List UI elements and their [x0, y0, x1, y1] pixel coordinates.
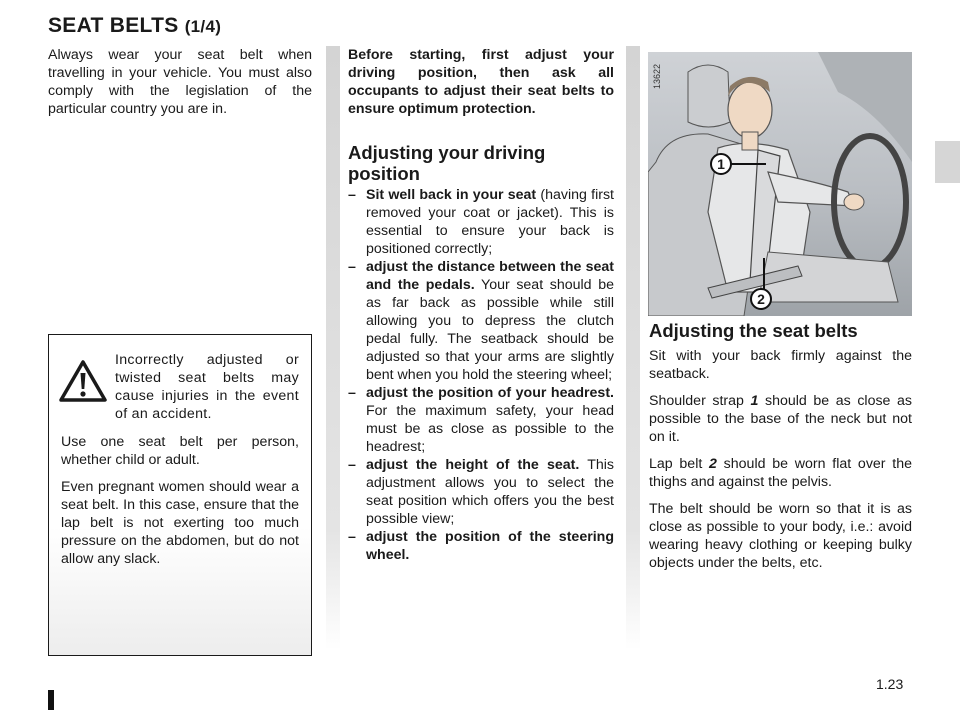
warning-box [48, 334, 312, 656]
ref-number: 2 [709, 456, 717, 472]
intro-bold-paragraph: Before starting, first adjust your driving position, then ask all occupants to adjust their seat belts to ensure optimum protection. [348, 47, 614, 117]
column-left [48, 46, 312, 127]
page-title [48, 14, 221, 38]
page-number: 1.23 [876, 676, 904, 692]
warning-triangle-icon [59, 359, 107, 403]
driver-drawing [648, 52, 912, 316]
step-item [348, 186, 614, 258]
step-bold: adjust the position of the steering wheel. [366, 529, 614, 563]
warning-lead: Incorrectly adjusted or twisted seat belts may cause injuries in the event of an accident. [115, 352, 299, 422]
warning-body [61, 433, 299, 568]
column-right [649, 320, 912, 581]
seat-belt-illustration [648, 52, 912, 316]
paragraph [649, 392, 912, 446]
step-dash: – [348, 457, 356, 473]
step-dash: – [348, 259, 356, 275]
section-heading: Adjusting your driving position [348, 142, 546, 184]
column-middle [348, 46, 614, 564]
callout-2-label: 2 [757, 291, 765, 307]
intro-paragraph: Always wear your seat belt when travelling in your vehicle. You must also comply with the legislation of the particular country you are in. [48, 47, 312, 117]
step-text: For the maximum safety, your head must be as close as possible to the headrest; [366, 403, 614, 455]
step-text: This adjustment allows you to select the seat position which offers you the best possible view; [366, 457, 614, 527]
callout-1-label: 1 [717, 156, 725, 172]
step-text: (having first removed your coat or jacket). This is essential to ensure your back is positioned correctly; [366, 187, 614, 257]
step-item [348, 384, 614, 456]
step-bold: adjust the position of your headrest. [366, 385, 614, 401]
step-item [348, 258, 614, 384]
page-title-text: SEAT BELTS [48, 14, 179, 37]
section-tab [935, 141, 960, 183]
step-text: Your seat should be as far back as possible while still allowing you to depress the clutch pedal fully. The seatback should be adjusted so that your arms are slightly bent when you hold the steering wheel; [366, 277, 614, 383]
text-run: should be worn flat over the thighs and against the pelvis. [649, 456, 912, 490]
paragraph: Sit with your back firmly against the seatback. [649, 348, 912, 382]
column-divider [626, 46, 640, 650]
text-run: Lap belt [649, 456, 710, 472]
warning-paragraph: Even pregnant women should wear a seat belt. In this case, ensure that the lap belt is not exerting too much pressure on the abdomen, but do not allow any slack. [61, 479, 299, 567]
figure-code: 13622 [652, 64, 662, 90]
paragraph [649, 455, 912, 491]
step-bold: adjust the height of the seat. [366, 457, 580, 473]
crop-mark [48, 690, 54, 710]
warning-paragraph: Use one seat belt per person, whether child or adult. [61, 434, 299, 468]
text-run: should be as close as possible to the base of the neck but not on it. [649, 393, 913, 445]
step-dash: – [348, 385, 356, 401]
adjustment-steps [348, 186, 614, 564]
step-item [348, 528, 614, 564]
step-dash: – [348, 187, 356, 203]
step-bold: Sit well back in your seat [366, 187, 537, 203]
step-item [348, 456, 614, 528]
callout-2 [750, 288, 772, 310]
section-heading: Adjusting the seat belts [649, 320, 858, 341]
callout-1 [710, 153, 732, 175]
step-bold: adjust the distance between the seat and the pedals. [366, 259, 614, 293]
paragraph: The belt should be worn so that it is as close as possible to your body, i.e.: avoid wearing heavy clothing or keeping bulky objects under the belts, etc. [649, 501, 912, 571]
step-dash: – [348, 529, 356, 545]
ref-number: 1 [750, 393, 759, 409]
text-run: Shoulder strap [649, 393, 751, 409]
column-divider [326, 46, 340, 650]
page-title-part: (1/4) [184, 17, 222, 36]
